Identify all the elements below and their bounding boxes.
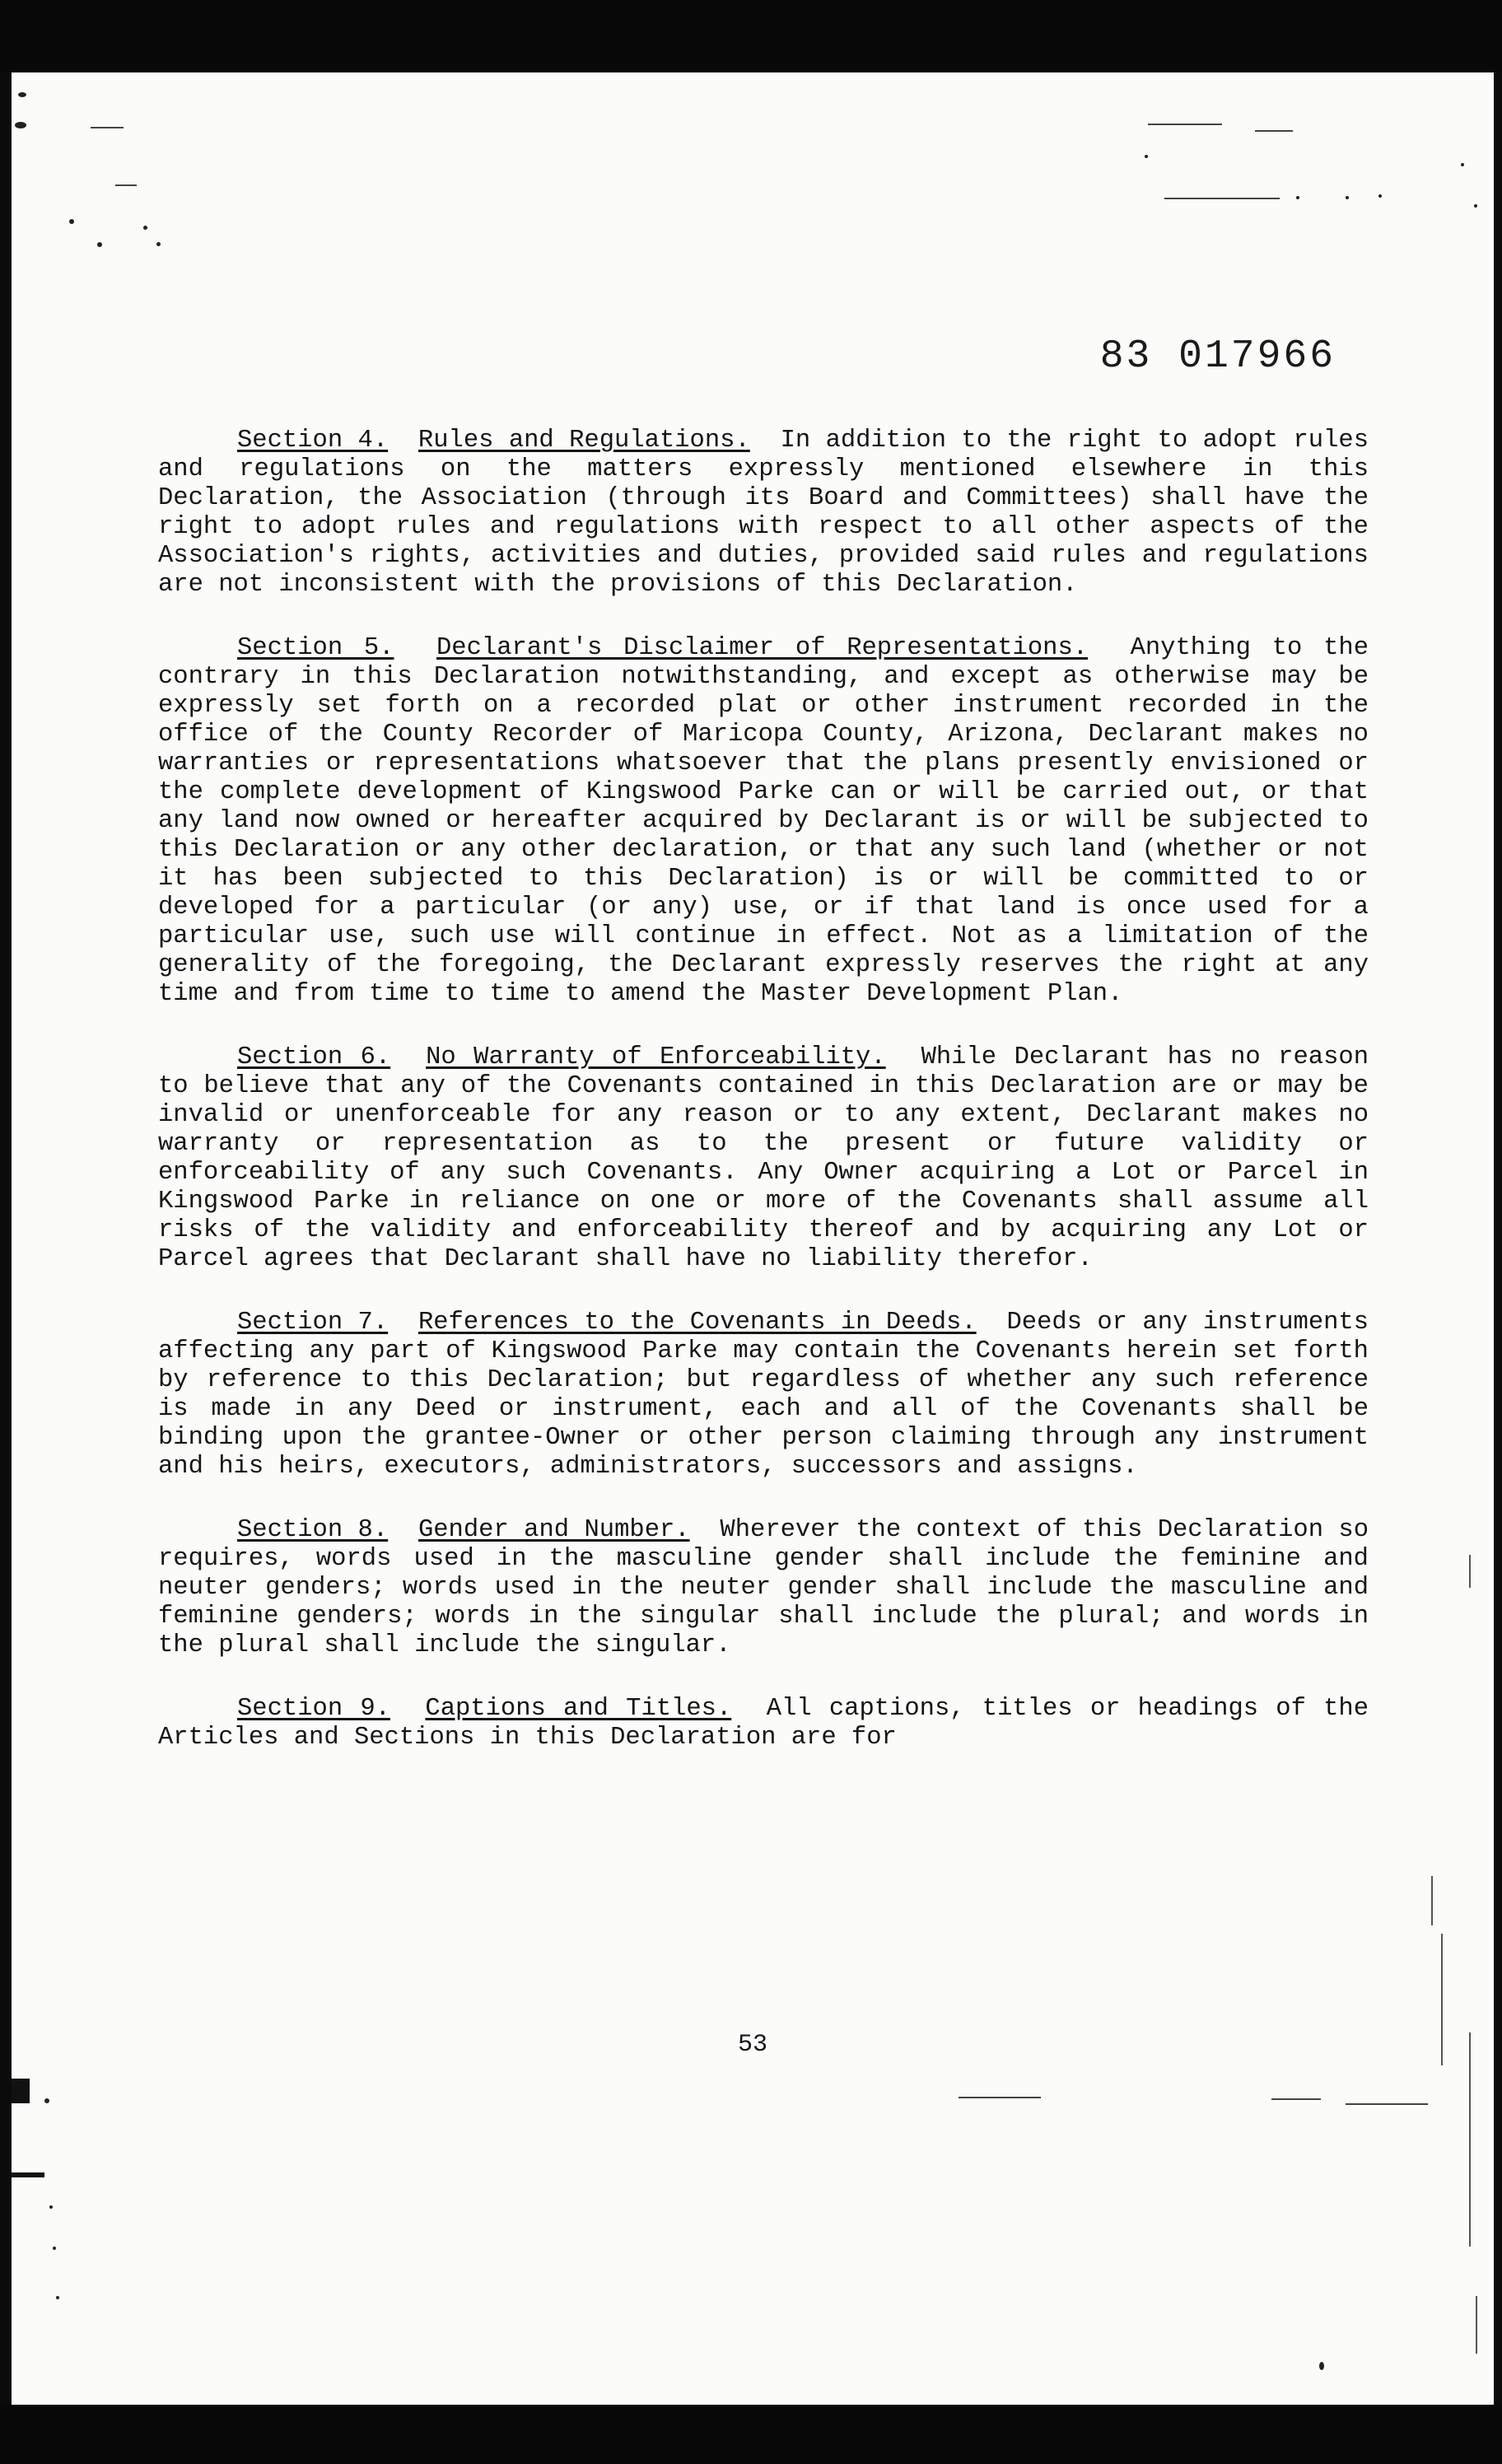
scan-margin-line bbox=[1476, 2296, 1477, 2354]
scan-margin-line bbox=[1431, 1876, 1433, 1925]
scan-dash bbox=[1164, 198, 1280, 199]
section-4 bbox=[158, 427, 1369, 600]
section-number: Section 6. bbox=[237, 1043, 391, 1071]
section-text: While Declarant has no reason to believe that any of the Covenants contained in this Declaration are or may be invalid or unenforceable for any reason or to any extent, Declarant makes no warranty or representation as to the present or future validity or enforceability of any such Covenants. Any Owner acquiring a Lot or Parcel in Kingswood Parke in reliance on one or more of the Covenants shall assume all risks of the validity and enforceability thereof and by acquiring any Lot or Parcel agrees that Declarant shall have no liability therefor. bbox=[158, 1043, 1369, 1273]
scan-speck bbox=[1461, 163, 1464, 166]
scan-speck bbox=[1145, 155, 1148, 158]
scan-speck bbox=[97, 242, 102, 247]
section-text: Deeds or any instruments affecting any part of Kingswood Parke may contain the Covenants herein set forth by reference to this Declaration; but regardless of whether any such reference is made in any Deed or instrument, each and all of the Covenants shall be binding upon the grantee-Owner or other person claiming through any instrument and his heirs, executors, administrators, successors and assigns. bbox=[158, 1309, 1369, 1481]
scan-speck bbox=[1296, 196, 1299, 199]
section-number: Section 5. bbox=[237, 634, 394, 662]
recording-number: 83 017966 bbox=[1099, 334, 1336, 379]
scan-speck bbox=[156, 242, 161, 246]
scan-margin-line bbox=[1469, 1555, 1471, 1588]
scan-edge-mark bbox=[12, 2172, 44, 2177]
section-title: References to the Covenants in Deeds. bbox=[417, 1309, 977, 1337]
section-9 bbox=[158, 1695, 1369, 1752]
scan-dash bbox=[91, 127, 124, 128]
document-page bbox=[12, 72, 1494, 2405]
scan-margin-line bbox=[1469, 2032, 1471, 2247]
section-text: In addition to the right to adopt rules and regulations on the matters expressly mentioned elsewhere in this Declaration, the Association (through its Board and Committees) shall have the right to adopt rules and regulations with respect to all other aspects of the Association's rights, activities and duties, provided said rules and regulations are not inconsistent with the provisions of this Declaration. bbox=[158, 427, 1369, 599]
scan-speck bbox=[1378, 194, 1382, 198]
section-number: Section 8. bbox=[237, 1516, 389, 1544]
scan-speck bbox=[143, 226, 147, 230]
scan-speck bbox=[18, 92, 26, 97]
scan-speck bbox=[1346, 196, 1349, 199]
scan-speck bbox=[15, 122, 26, 128]
declaration-body bbox=[158, 427, 1369, 1787]
section-title: Gender and Number. bbox=[417, 1516, 690, 1544]
scan-speck bbox=[53, 2247, 56, 2250]
scan-dash bbox=[115, 184, 137, 186]
scan-dash bbox=[1255, 130, 1293, 132]
section-number: Section 7. bbox=[237, 1309, 389, 1337]
section-title: Captions and Titles. bbox=[425, 1695, 732, 1723]
page-number: 53 bbox=[737, 2031, 767, 2059]
scan-dash bbox=[1346, 2103, 1428, 2105]
scan-speck bbox=[69, 219, 74, 224]
scan-edge-mark bbox=[12, 2079, 30, 2103]
scan-dash bbox=[959, 2097, 1041, 2098]
section-title: Declarant's Disclaimer of Representations. bbox=[436, 634, 1089, 662]
scan-speck bbox=[56, 2296, 59, 2299]
scan-top-border bbox=[0, 0, 1502, 72]
scan-dash bbox=[1271, 2098, 1321, 2100]
scan-dash bbox=[1148, 124, 1222, 125]
section-7 bbox=[158, 1309, 1369, 1482]
scan-speck bbox=[44, 2098, 49, 2103]
section-number: Section 9. bbox=[237, 1695, 390, 1723]
section-title: No Warranty of Enforceability. bbox=[426, 1043, 886, 1071]
section-6 bbox=[158, 1043, 1369, 1274]
scan-bottom-border bbox=[0, 2405, 1502, 2464]
scan-speck bbox=[1319, 2362, 1324, 2370]
section-text: All captions, titles or headings of the Articles and Sections in this Declaration are for bbox=[158, 1695, 1369, 1752]
section-text: Anything to the contrary in this Declaration notwithstanding, and except as otherwise may be expressly set forth on a recorded plat or other instrument recorded in the office of the County Recorder of Maricopa County, Arizona, Declarant makes no warranties or representations whatsoever that the plans presently envisioned or the complete development of Kingswood Parke can or will be carried out, or that any land now owned or hereafter acquired by Declarant is or will be subjected to this Declaration or any other declaration, or that any such land (whether or not it has been subjected to this Declaration) is or will be committed to or developed for a particular (or any) use, or if that land is once used for a particular use, such use will continue in effect. Not as a limitation of the generality of the foregoing, the Declarant expressly reserves the right at any time and from time to time to amend the Master Development Plan. bbox=[158, 634, 1369, 1008]
section-8 bbox=[158, 1516, 1369, 1660]
section-5 bbox=[158, 634, 1369, 1009]
section-text: Wherever the context of this Declaration so requires, words used in the masculine gender shall include the feminine and neuter genders; words used in the neuter gender shall include the masculine and feminine genders; words in the singular shall include the plural; and words in the plural shall include the singular. bbox=[158, 1516, 1369, 1659]
section-title: Rules and Regulations. bbox=[417, 427, 750, 455]
scan-speck bbox=[49, 2205, 53, 2209]
section-number: Section 4. bbox=[237, 427, 389, 455]
scan-speck bbox=[1474, 204, 1477, 208]
